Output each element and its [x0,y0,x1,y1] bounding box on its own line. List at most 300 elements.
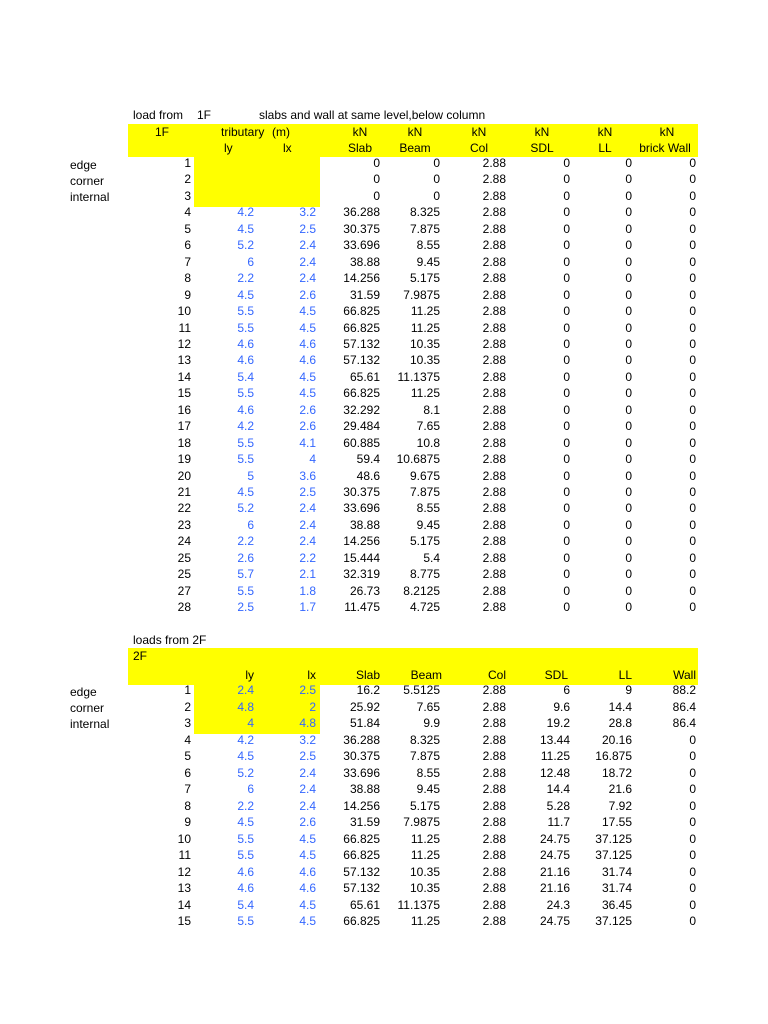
slab-cell: 36.288 [343,732,380,747]
col-cell: 2.88 [482,699,506,714]
col-cell: 2.88 [482,716,506,730]
col-cell: 2.88 [482,517,506,532]
section2-floor-label: 2F [133,649,148,663]
lx-cell: 2.5 [299,683,316,697]
ll-cell: 0 [625,369,632,384]
ly-cell: 4.5 [237,221,254,236]
slab-cell: 0 [373,156,380,170]
sdl-cell: 24.75 [539,831,570,846]
wall-cell: 0 [689,287,696,302]
sdl-cell: 21.16 [539,864,570,879]
beam-cell: 4.725 [409,600,440,615]
col-cell: 2.88 [482,600,506,615]
wall-cell: 0 [689,517,696,532]
sdl-cell: 0 [563,156,570,170]
row-number: 16 [177,402,191,417]
ll-cell: 21.6 [608,782,632,796]
col-cell: 2.88 [482,749,506,763]
slab-cell: 38.88 [349,517,380,532]
beam-cell: 11.25 [410,320,440,335]
beam-cell: 7.875 [409,221,440,236]
col-cell: 2.88 [482,485,506,499]
lx-cell: 2.6 [299,402,316,417]
slab-cell: 16.2 [356,683,380,697]
wall-cell: 0 [689,567,696,582]
lx-cell: 4.1 [299,435,316,450]
col-cell: 2.88 [482,386,506,401]
lx-cell: 4.8 [299,716,316,730]
s2-side-label-corner: corner [70,701,105,715]
col-cell: 2.88 [482,336,506,351]
sdl-cell: 0 [563,485,570,499]
table-row [0,715,768,731]
beam-cell: 10.8 [416,435,440,450]
sdl-cell: 0 [563,419,570,434]
col-cell: 2.88 [482,435,506,450]
ly-cell: 5.5 [237,304,254,319]
section2-title: loads from 2F [133,633,207,647]
slab-cell: 38.88 [349,254,380,269]
ll-cell: 16.875 [595,749,632,763]
h2-brick-wall: brick Wall [639,141,691,155]
wall-cell: 0 [689,864,696,879]
sdl-cell: 14.4 [546,782,570,796]
sdl-cell: 0 [563,550,570,565]
beam-cell: 0 [433,172,440,187]
row-number: 7 [184,782,191,796]
ly-cell: 4.6 [237,402,254,417]
slab-cell: 57.132 [343,336,380,351]
table-row [0,897,768,913]
beam-cell: 7.875 [409,485,440,499]
beam-cell: 9.675 [409,468,440,483]
lx-cell: 2.4 [299,501,316,516]
table-row [0,550,768,566]
row-number: 1 [184,156,191,170]
ll-cell: 0 [625,221,632,236]
lx-cell: 3.6 [299,468,316,483]
wall-cell: 0 [689,765,696,780]
wall-cell: 0 [689,156,696,170]
row-number: 2 [184,699,191,714]
slab-cell: 66.825 [343,304,380,319]
wall-cell: 0 [689,583,696,598]
slab-cell: 66.825 [343,320,380,335]
table-row [0,221,768,237]
table-row [0,451,768,467]
ll-cell: 37.125 [595,848,632,862]
ll-cell: 0 [625,452,632,467]
table-row [0,484,768,500]
ll-cell: 0 [625,205,632,220]
table-row [0,418,768,434]
row-number: 13 [177,881,191,895]
slab-cell: 65.61 [349,369,380,384]
col-cell: 2.88 [482,765,506,780]
col-cell: 2.88 [482,271,506,286]
slab-cell: 65.61 [349,897,380,912]
ly-cell: 4 [247,716,254,730]
sdl-cell: 19.2 [546,716,570,730]
wall-cell: 88.2 [672,683,696,697]
table-row [0,385,768,401]
slab-cell: 33.696 [343,765,380,780]
beam-cell: 7.9875 [403,815,440,829]
slab-cell: 66.825 [343,831,380,846]
wall-cell: 0 [689,550,696,565]
sdl-cell: 11.7 [547,815,570,829]
wall-cell: 0 [689,749,696,763]
ly-cell: 5 [247,468,254,483]
ll-cell: 0 [625,386,632,401]
sdl-cell: 0 [563,583,570,598]
ly-cell: 4.6 [237,336,254,351]
s2-h-slab: Slab [355,668,380,682]
ll-cell: 37.125 [595,914,632,928]
col-cell: 2.88 [482,831,506,846]
sdl-cell: 0 [563,534,570,549]
ly-cell: 4.5 [237,485,254,499]
lx-cell: 4.5 [299,320,316,335]
sdl-cell: 0 [563,336,570,351]
ll-cell: 20.16 [601,732,632,747]
ll-cell: 31.74 [601,881,632,895]
beam-cell: 7.65 [416,699,440,714]
ll-cell: 0 [625,567,632,582]
table-row [0,913,768,929]
table-row [0,402,768,418]
sdl-cell: 0 [563,172,570,187]
slab-cell: 0 [373,188,380,203]
col-cell: 2.88 [482,188,506,203]
h2-lx: lx [283,141,292,155]
table-row [0,320,768,336]
beam-cell: 9.45 [416,517,440,532]
beam-cell: 8.325 [409,205,440,220]
ll-cell: 0 [625,501,632,516]
section1-title-desc: slabs and wall at same level,below column [259,108,486,122]
table-row [0,435,768,451]
lx-cell: 4.6 [299,336,316,351]
sdl-cell: 0 [563,402,570,417]
wall-cell: 86.4 [672,699,696,714]
table-row [0,765,768,781]
col-cell: 2.88 [482,864,506,879]
table-row [0,171,768,187]
row-number: 2 [184,172,191,187]
ll-cell: 0 [625,534,632,549]
wall-cell: 0 [689,172,696,187]
sdl-cell: 0 [563,501,570,516]
lx-cell: 4.5 [299,386,316,401]
ll-cell: 31.74 [601,864,632,879]
lx-cell: 2.4 [299,782,316,796]
ll-cell: 0 [625,583,632,598]
beam-cell: 11.25 [410,914,440,928]
ly-cell: 6 [247,517,254,532]
table-row [0,566,768,582]
table-row [0,798,768,814]
row-number: 4 [184,205,191,220]
sdl-cell: 11.25 [540,749,570,763]
wall-cell: 0 [689,205,696,220]
wall-cell: 0 [689,485,696,499]
beam-cell: 11.1375 [397,369,440,384]
row-number: 14 [177,369,191,384]
table-row [0,287,768,303]
row-number: 9 [184,287,191,302]
ll-cell: 0 [625,320,632,335]
lx-cell: 3.2 [299,205,316,220]
lx-cell: 2.4 [299,238,316,253]
slab-cell: 33.696 [343,238,380,253]
sdl-cell: 0 [563,287,570,302]
wall-cell: 0 [689,798,696,813]
ly-cell: 5.5 [237,435,254,450]
beam-cell: 7.65 [416,419,440,434]
sdl-cell: 0 [563,567,570,582]
ll-cell: 0 [625,156,632,170]
col-cell: 2.88 [482,221,506,236]
ll-cell: 0 [625,353,632,368]
col-cell: 2.88 [482,287,506,302]
col-cell: 2.88 [482,683,506,697]
row-number: 21 [177,485,191,499]
wall-cell: 0 [689,848,696,862]
slab-cell: 57.132 [343,353,380,368]
sdl-cell: 0 [563,517,570,532]
wall-cell: 0 [689,452,696,467]
row-number: 25 [177,550,191,565]
col-cell: 2.88 [482,798,506,813]
wall-cell: 0 [689,402,696,417]
h1-tributary: tributary [221,125,265,139]
row-number: 4 [184,732,191,747]
lx-cell: 2.5 [299,749,316,763]
table-row [0,583,768,599]
row-number: 10 [177,831,191,846]
beam-cell: 8.2125 [403,583,440,598]
slab-cell: 66.825 [343,386,380,401]
ll-cell: 36.45 [601,897,632,912]
ly-cell: 4.2 [237,419,254,434]
sdl-cell: 0 [563,353,570,368]
table-row [0,204,768,220]
table-row [0,732,768,748]
table-row [0,468,768,484]
slab-cell: 66.825 [343,914,380,928]
sdl-cell: 0 [563,435,570,450]
h2-ll: LL [598,141,612,155]
ll-cell: 0 [625,517,632,532]
ll-cell: 0 [625,435,632,450]
h2-beam: Beam [399,141,431,155]
slab-cell: 30.375 [343,485,380,499]
slab-cell: 33.696 [343,501,380,516]
beam-cell: 9.9 [423,716,440,730]
row-number: 12 [177,336,191,351]
beam-cell: 8.55 [416,765,440,780]
table-row [0,303,768,319]
sdl-cell: 0 [563,369,570,384]
ly-cell: 4.2 [237,205,254,220]
ll-cell: 28.8 [608,716,632,730]
wall-cell: 0 [689,501,696,516]
row-number: 6 [184,765,191,780]
beam-cell: 5.175 [409,534,440,549]
beam-cell: 11.25 [410,386,440,401]
lx-cell: 2.1 [299,567,316,582]
ly-cell: 5.4 [237,897,254,912]
row-number: 25 [177,567,191,582]
col-cell: 2.88 [482,156,506,170]
table-row [0,352,768,368]
sdl-cell: 5.28 [546,798,570,813]
row-number: 27 [177,583,191,598]
ly-cell: 2.2 [237,798,254,813]
ly-cell: 5.5 [237,583,254,598]
col-cell: 2.88 [482,304,506,319]
h1-units: (m) [272,125,290,139]
col-cell: 2.88 [482,238,506,253]
sdl-cell: 0 [563,468,570,483]
beam-cell: 10.35 [409,881,440,895]
ll-cell: 0 [625,188,632,203]
col-cell: 2.88 [482,550,506,565]
s2-h-lx: lx [307,668,316,682]
wall-cell: 0 [689,238,696,253]
col-cell: 2.88 [482,848,506,862]
slab-cell: 57.132 [343,864,380,879]
h1-kn-slab: kN [352,125,368,139]
col-cell: 2.88 [482,402,506,417]
slab-cell: 15.444 [343,550,380,565]
h1-kn-beam: kN [407,125,423,139]
ll-cell: 7.92 [608,798,632,813]
ly-cell: 5.5 [237,320,254,335]
ll-cell: 18.72 [601,765,632,780]
h1-kn-ll: kN [597,125,613,139]
col-cell: 2.88 [482,320,506,335]
sdl-cell: 0 [563,254,570,269]
s2-side-label-internal: internal [70,717,110,731]
ly-cell: 5.2 [237,501,254,516]
table-row [0,336,768,352]
ly-cell: 5.5 [237,831,254,846]
ll-cell: 0 [625,287,632,302]
ll-cell: 17.55 [601,815,632,829]
lx-cell: 2.4 [299,271,316,286]
ly-cell: 4.6 [237,864,254,879]
row-number: 13 [177,353,191,368]
ll-cell: 14.4 [608,699,632,714]
sdl-cell: 0 [563,205,570,220]
slab-cell: 57.132 [343,881,380,895]
ly-cell: 5.5 [237,386,254,401]
col-cell: 2.88 [482,452,506,467]
slab-cell: 14.256 [343,798,380,813]
ll-cell: 0 [625,336,632,351]
h2-col: Col [469,141,488,155]
row-number: 18 [177,435,191,450]
ly-cell: 4.6 [237,353,254,368]
row-number: 22 [177,501,191,516]
ly-cell: 4.5 [237,815,254,829]
sdl-cell: 13.44 [539,732,570,747]
ly-cell: 5.7 [237,567,254,582]
h2-slab: Slab [347,141,373,155]
beam-cell: 10.35 [409,353,440,368]
wall-cell: 0 [689,534,696,549]
slab-cell: 31.59 [349,815,380,829]
slab-cell: 0 [373,172,380,187]
wall-cell: 0 [689,304,696,319]
ll-cell: 0 [625,419,632,434]
ll-cell: 0 [625,254,632,269]
table-row [0,831,768,847]
row-number: 5 [184,749,191,763]
table-row [0,533,768,549]
h2-ly: ly [224,141,233,155]
slab-cell: 66.825 [343,848,380,862]
wall-cell: 0 [689,419,696,434]
ly-cell: 2.5 [237,600,254,615]
slab-cell: 11.475 [344,600,380,615]
lx-cell: 4.5 [299,848,316,862]
sdl-cell: 0 [563,320,570,335]
lx-cell: 2.4 [299,254,316,269]
col-cell: 2.88 [482,254,506,269]
ll-cell: 0 [625,304,632,319]
col-cell: 2.88 [482,534,506,549]
ll-cell: 0 [625,485,632,499]
col-cell: 2.88 [482,583,506,598]
slab-cell: 32.292 [343,402,380,417]
col-cell: 2.88 [482,205,506,220]
slab-cell: 29.484 [343,419,380,434]
ll-cell: 0 [625,600,632,615]
wall-cell: 0 [689,881,696,895]
beam-cell: 11.25 [410,304,440,319]
sdl-cell: 0 [563,600,570,615]
section1-title-left: load from [133,108,184,122]
lx-cell: 4.5 [299,897,316,912]
ly-cell: 2.4 [237,683,254,697]
ll-cell: 0 [625,402,632,417]
wall-cell: 0 [689,369,696,384]
wall-cell: 0 [689,353,696,368]
table-row [0,748,768,764]
wall-cell: 0 [689,600,696,615]
ll-cell: 0 [625,271,632,286]
beam-cell: 11.1375 [397,897,440,912]
lx-cell: 4.5 [299,831,316,846]
side-label-corner: corner [70,174,105,188]
row-number: 8 [184,798,191,813]
ly-cell: 6 [247,782,254,796]
s2-h-ll: LL [618,668,632,682]
sdl-cell: 0 [563,452,570,467]
row-number: 8 [184,271,191,286]
lx-cell: 4.6 [299,353,316,368]
ly-cell: 4.8 [237,699,254,714]
beam-cell: 7.9875 [403,287,440,302]
beam-cell: 0 [433,188,440,203]
s2-h-ly: ly [245,668,254,682]
slab-cell: 30.375 [343,221,380,236]
side-label-internal: internal [70,190,110,204]
beam-cell: 10.35 [409,864,440,879]
